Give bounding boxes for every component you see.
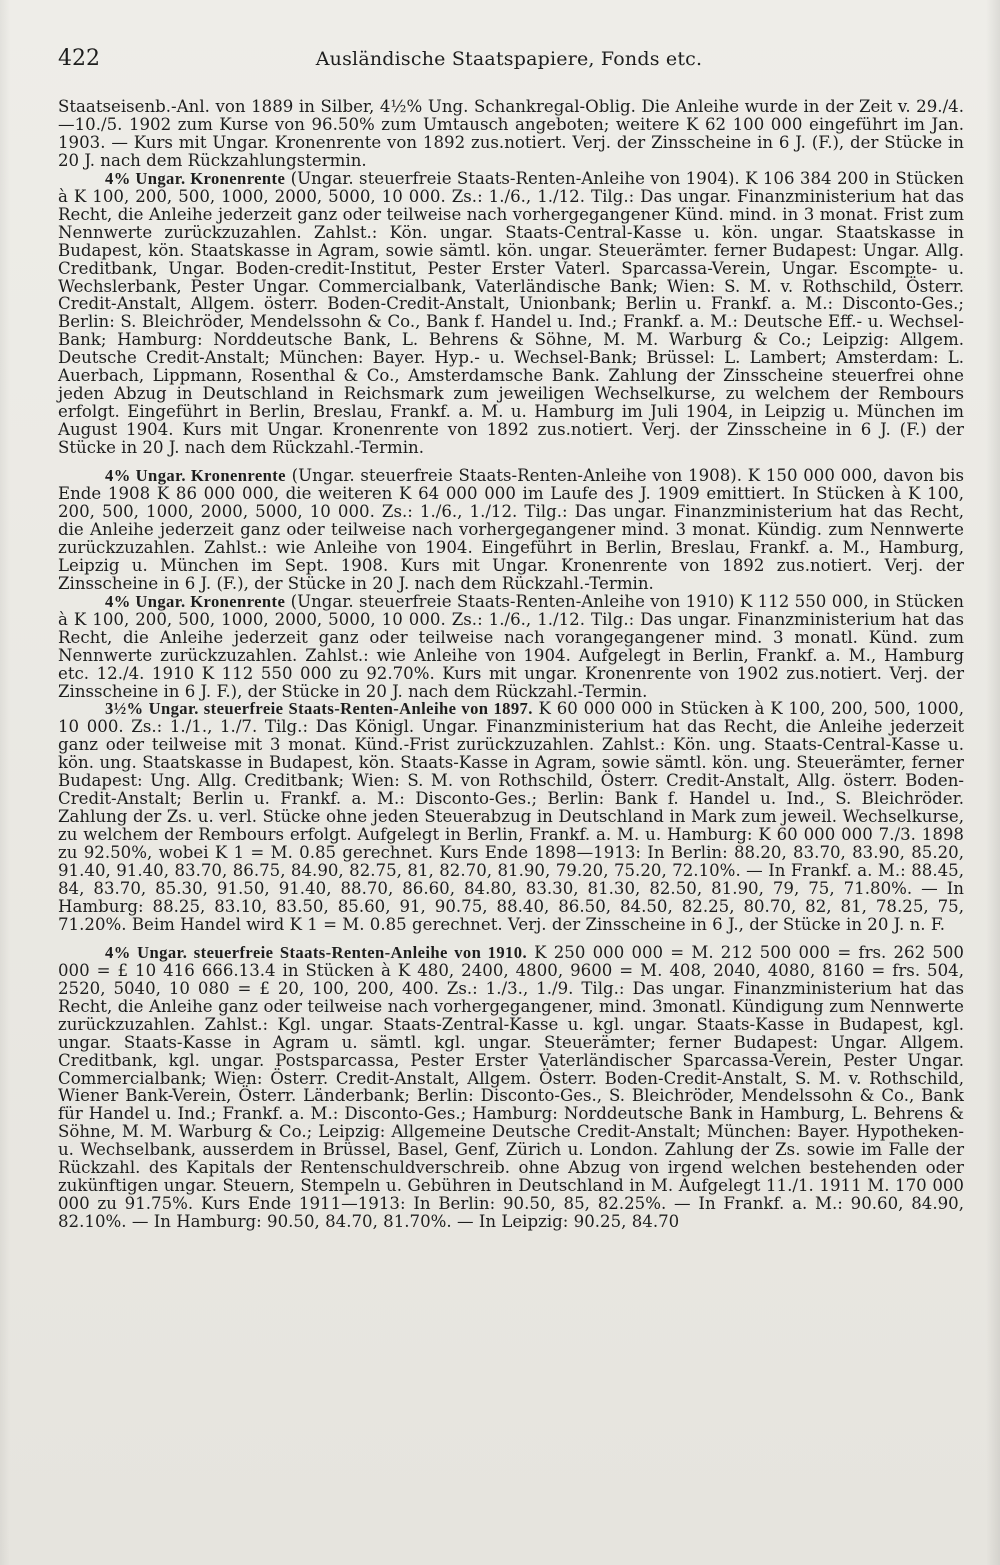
entry-heading: 4% Ungar. steuerfreie Staats-Renten-Anleihe von 1910. <box>105 942 527 962</box>
page-number: 422 <box>58 46 100 71</box>
entry-heading: 4% Ungar. Kronenrente <box>105 591 286 611</box>
entry-paragraph <box>58 98 964 170</box>
entry-text: K 60 000 000 in Stücken à K 100, 200, 500, 1000, 10 000. Zs.: 1./1., 1./7. Tilg.: Das Königl. Ungar. Finanzministerium hat das Recht, die Anleihe jederzeit ganz oder teilweise mit 3 monat. Künd.-Frist zurückzuzahlen. Zahlst.: Kön. ung. Staats-Central-Kasse u. kön. ung. Staatskasse in Budapest, kön. Staats-Kasse in Agram, sowie sämtl. kön. ung. Steuerämter, ferner Budapest: Ung. Allg. Creditbank; Wien: S. M. von Rothschild, Österr. Credit-Anstalt, Allg. österr. Boden-Credit-Anstalt; Berlin u. Frankf. a. M.: Disconto-Ges.; Berlin: Bank f. Handel u. Ind., S. Bleichröder. Zahlung der Zs. u. verl. Stücke ohne jeden Steuerabzug in Deutschland in Mark zum jeweil. Wechselkurse, zu welchem der Rembours erfolgt. Aufgelegt in Berlin, Frankf. a. M. u. Hamburg: K 60 000 000 7./3. 1898 zu 92.50%, wobei K 1 = M. 0.85 gerechnet. Kurs Ende 1898—1913: In Berlin: 88.20, 83.70, 83.90, 85.20, 91.40, 91.40, 83.70, 86.75, 84.90, 82.75, 81, 82.70, 81.90, 79.20, 75.20, 72.10%. — In Frankf. a. M.: 88.45, 84, 83.70, 85.30, 91.50, 91.40, 88.70, 86.60, 84.80, 83.30, 81.30, 82.50, 81.90, 79, 75, 71.80%. — In Hamburg: 88.25, 83.10, 83.50, 85.60, 91, 90.75, 88.40, 86.50, 84.50, 82.25, 80.70, 82, 81, 78.25, 75, 71.20%. Beim Handel wird K 1 = M. 0.85 gerechnet. Verj. der Zinsscheine in 6 J., der Stücke in 20 J. n. F. <box>58 699 964 934</box>
entry-heading: 4% Ungar. Kronenrente <box>105 466 286 486</box>
entry-text: (Ungar. steuerfreie Staats-Renten-Anleihe von 1910) K 112 550 000, in Stücken à K 100, 200, 500, 1000, 2000, 5000, 10 000. Zs.: 1./6., 1./12. Tilg.: Das ungar. Finanzministerium hat das Recht, die Anleihe jederzeit ganz oder teilweise nach vorangegangener mind. 3 monatl. Künd. zum Nennwerte zurückzuzahlen. Zahlst.: wie Anleihe von 1904. Aufgelegt in Berlin, Frankf. a. M., Hamburg etc. 12./4. 1910 K 112 550 000 zu 92.70%. Kurs mit ungar. Kronenrente von 1902 zus.notiert. Verj. der Zinsscheine in 6 J. F.), der Stücke in 20 J. nach dem Rückzahl.-Termin. <box>58 591 964 701</box>
entry-text: (Ungar. steuerfreie Staats-Renten-Anleihe von 1908). K 150 000 000, davon bis Ende 1908 K 86 000 000, die weiteren K 64 000 000 im Laufe des J. 1909 emittiert. In Stücken à K 100, 200, 500, 1000, 2000, 5000, 10 000. Zs.: 1./6., 1./12. Tilg.: Das ungar. Finanzministerium hat das Recht, die Anleihe jederzeit ganz oder teilweise nach vorhergegangener mind. 3 monat. Kündig. zum Nennwerte zurückzuzahlen. Zahlst.: wie Anleihe von 1904. Eingeführt in Berlin, Breslau, Frankf. a. M., Hamburg, Leipzig u. München im Sept. 1908. Kurs mit Ungar. Kronenrente von 1892 zus.notiert. Verj. der Zinsscheine in 6 J. (F.), der Stücke in 20 J. nach dem Rückzahl.-Termin. <box>58 466 964 593</box>
running-title: Ausländische Staatspapiere, Fonds etc. <box>315 48 703 70</box>
page-shadow-left <box>0 0 10 1565</box>
page-shadow-right <box>986 0 1000 1565</box>
entry-paragraph <box>58 467 964 593</box>
text-body <box>58 98 964 1231</box>
entry-text: (Ungar. steuerfreie Staats-Renten-Anleihe von 1904). K 106 384 200 in Stücken à K 100, 200, 500, 1000, 2000, 5000, 10 000. Zs.: 1./6., 1./12. Tilg.: Das ungar. Finanzministerium hat das Recht, die Anleihe jederzeit ganz oder teilweise nach vorhergegangener Künd. mind. in 3 monat. Frist zum Nennwerte zurückzuzahlen. Zahlst.: Kön. ungar. Staats-Central-Kasse u. kön. ungar. Staatskasse in Budapest, kön. Staatskasse in Agram, sowie sämtl. kön. ungar. Steuerämter. ferner Budapest: Ungar. Allg. Creditbank, Ungar. Boden-credit-Institut, Pester Erster Vaterl. Sparcassa-Verein, Ungar. Escompte- u. Wechslerbank, Pester Ungar. Commercialbank, Vaterländische Bank; Wien: S. M. v. Rothschild, Österr. Credit-Anstalt, Allgem. österr. Boden-Credit-Anstalt, Unionbank; Berlin u. Frankf. a. M.: Disconto-Ges.; Berlin: S. Bleichröder, Mendelssohn & Co., Bank f. Handel u. Ind.; Frankf. a. M.: Deutsche Eff.- u. Wechsel-Bank; Hamburg: Norddeutsche Bank, L. Behrens & Söhne, M. M. Warburg & Co.; Leipzig: Allgem. Deutsche Credit-Anstalt; München: Bayer. Hyp.- u. Wechsel-Bank; Brüssel: L. Lambert; Amsterdam: L. Auerbach, Lippmann, Rosenthal & Co., Amsterdamsche Bank. Zahlung der Zinsscheine steuerfrei ohne jeden Abzug in Deutschland in Reichsmark zum jeweiligen Wechselkurse, zu welchem der Rembours erfolgt. Eingeführt in Berlin, Breslau, Frankf. a. M. u. Hamburg im Juli 1904, in Leipzig u. München im August 1904. Kurs mit Ungar. Kronenrente von 1892 zus.notiert. Verj. der Zinsscheine in 6 J. (F.) der Stücke in 20 J. nach dem Rückzahl.-Termin. <box>58 168 964 458</box>
entry-text: Staatseisenb.-Anl. von 1889 in Silber, 4½% Ung. Schankregal-Oblig. Die Anleihe wurde in der Zeit v. 29./4.—10./5. 1902 zum Kurse von 96.50% zum Umtausch angeboten; weitere K 62 100 000 eingeführt im Jan. 1903. — Kurs mit Ungar. Kronenrente von 1892 zus.notiert. Verj. der Zinsscheine in 6 J. (F.), der Stücke in 20 J. nach dem Rückzahlungstermin. <box>58 97 964 170</box>
entry-paragraph <box>58 700 964 933</box>
entry-text: K 250 000 000 = M. 212 500 000 = frs. 262 500 000 = £ 10 416 666.13.4 in Stücken à K 480, 2400, 4800, 9600 = M. 408, 2040, 4080, 8160 = frs. 504, 2520, 5040, 10 080 = £ 20, 100, 200, 400. Zs.: 1./3., 1./9. Tilg.: Das ungar. Finanzministerium hat das Recht, die Anleihe ganz oder teilweise nach vorhergegangener, mind. 3monatl. Kündigung zum Nennwerte zurückzuzahlen. Zahlst.: Kgl. ungar. Staats-Zentral-Kasse u. kgl. ungar. Staats-Kasse in Budapest, kgl. ungar. Staats-Kasse in Agram u. sämtl. kgl. ungar. Steuerämter; ferner Budapest: Ungar. Allgem. Creditbank, kgl. ungar. Postsparcassa, Pester Erster Vaterländischer Sparcassa-Verein, Pester Ungar. Commercialbank; Wien: Österr. Credit-Anstalt, Allgem. Österr. Boden-Credit-Anstalt, S. M. v. Rothschild, Wiener Bank-Verein, Österr. Länderbank; Berlin: Disconto-Ges., S. Bleichröder, Mendelssohn & Co., Bank für Handel u. Ind.; Frankf. a. M.: Disconto-Ges.; Hamburg: Norddeutsche Bank in Hamburg, L. Behrens & Söhne, M. M. Warburg & Co.; Leipzig: Allgemeine Deutsche Credit-Anstalt; München: Bayer. Hypotheken- u. Wechselbank, ausserdem in Brüssel, Basel, Genf, Zürich u. London. Zahlung der Zs. sowie im Falle der Rückzahl. des Kapitals der Rentenschuldverschreib. ohne Abzug von irgend welchen bestehenden oder zukünftigen ungar. Steuern, Stempeln u. Gebühren in Deutschland in M. Aufgelegt 11./1. 1911 M. 170 000 000 zu 91.75%. Kurs Ende 1911—1913: In Berlin: 90.50, 85, 82.25%. — In Frankf. a. M.: 90.60, 84.90, 82.10%. — In Hamburg: 90.50, 84.70, 81.70%. — In Leipzig: 90.25, 84.70 <box>58 942 964 1232</box>
entry-heading: 3½% Ungar. steuerfreie Staats-Renten-Anleihe von 1897. <box>105 699 533 719</box>
entry-heading: 4% Ungar. Kronenrente <box>105 168 286 188</box>
entry-paragraph <box>58 944 964 1231</box>
entry-paragraph <box>58 170 964 457</box>
entry-paragraph <box>58 593 964 701</box>
page-header <box>58 46 960 76</box>
